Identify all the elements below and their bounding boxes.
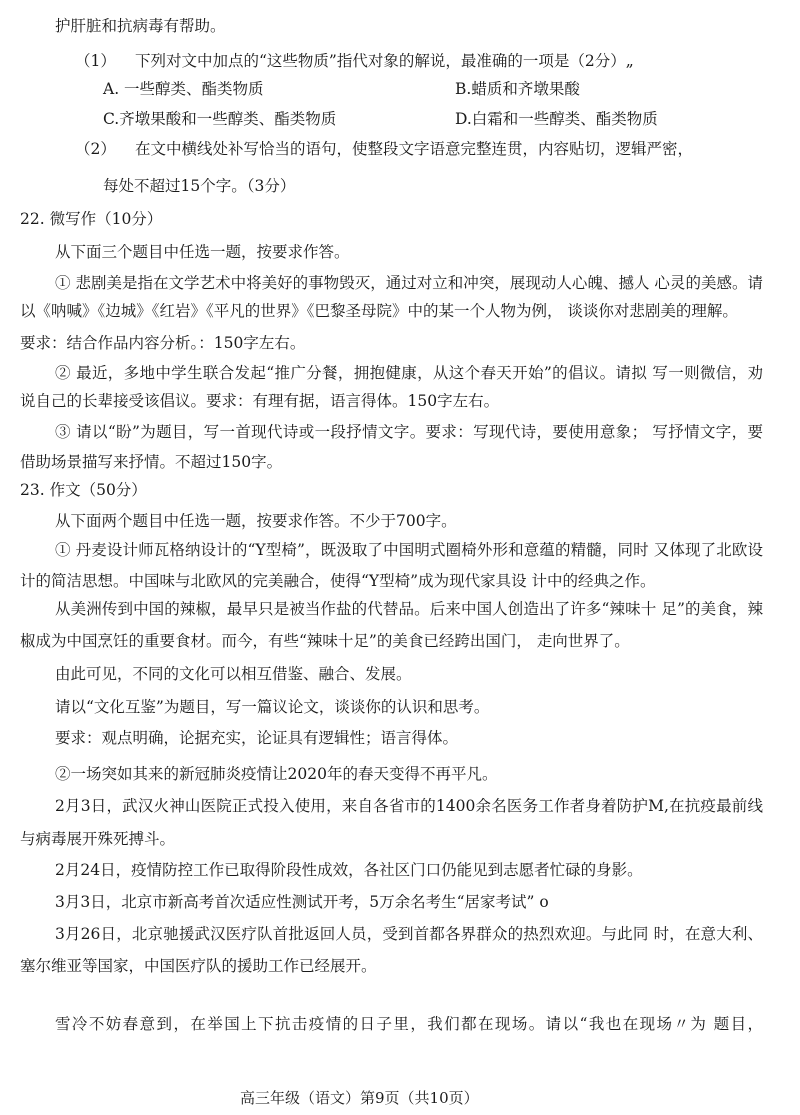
option-a: A. 一些醇类、酯类物质 (103, 80, 264, 98)
section-heading-23: 23. 作文（50分） (20, 481, 147, 499)
text-line: 护肝脏和抗病毒有帮助。 (55, 17, 226, 35)
question-text: 在文中横线处补写恰当的语句，使整段文字语意完整连贯，内容贴切，逻辑严密， (135, 140, 694, 158)
text-line: 3月3日，北京市新高考首次适应性测试开考，5万余名考生“居家考试” o (55, 893, 549, 911)
text-line: 塞尔维亚等国家，中国医疗队的援助工作已经展开。 (20, 957, 377, 975)
text-line: 与病毒展开殊死搏斗。 (20, 830, 176, 848)
text-line: ① 悲剧美是指在文学艺术中将美好的事物毁灭，通过对立和冲突，展现动人心魄、撼人 心灵的美感。请 (55, 274, 763, 292)
text-line: 从下面两个题目中任选一题，按要求作答。不少于700字。 (55, 512, 457, 530)
text-line: 3月26日，北京驰援武汉医疗队首批返回人员，受到首都各界群众的热烈欢迎。与此同 时，在意大利、 (55, 925, 763, 943)
text-line: 由此可见，不同的文化可以相互借鉴、融合、发展。 (55, 665, 412, 683)
question-text: 下列对文中加点的“这些物质”指代对象的解说，最准确的一项是（2分）„ (135, 52, 634, 70)
page-footer: 高三年级（语文）第9页（共10页） (240, 1089, 479, 1107)
question-number: （1） (75, 52, 116, 70)
text-line: 从美洲传到中国的辣椒，最早只是被当作盐的代替品。后来中国人创造出了许多“辣味十 足”的美食，辣 (55, 600, 763, 618)
section-heading-22: 22. 微写作（10分） (20, 210, 163, 228)
text-line: 雪冷不妨春意到，在举国上下抗击疫情的日子里，我们都在现场。请以“我也在现场〃为 题目， (55, 1015, 763, 1033)
question-number: （2） (75, 140, 116, 158)
text-line: ③ 请以“盼”为题目，写一首现代诗或一段抒情文字。要求：写现代诗，要使用意象； 写抒情文字，要 (55, 423, 763, 441)
text-line: 以《呐喊》《边城》《红岩》《平凡的世界》《巴黎圣母院》中的某一个人物为例， 谈谈你对悲剧美的理解。 (20, 302, 738, 320)
text-line: 每处不超过15个字。（3分） (103, 177, 296, 195)
text-line: 借助场景描写来抒情。不超过150字。 (20, 453, 283, 471)
text-line: 请以“文化互鉴”为题目，写一篇议论文，谈谈你的认识和思考。 (55, 698, 490, 716)
text-line: 2月3日，武汉火神山医院正式投入使用，来自各省市的1400余名医务工作者身着防护M,在抗疫最前线 (55, 797, 763, 815)
text-line: 要求：结合作品内容分析。：150字左右。 (20, 334, 306, 352)
text-line: 说自己的长辈接受该倡议。要求：有理有据，语言得体。150字左右。 (20, 392, 500, 410)
text-line: 椒成为中国烹饪的重要食材。而今，有些“辣味十足”的美食已经跨出国门， 走向世界了。 (20, 632, 630, 650)
text-line: ②一场突如其来的新冠肺炎疫情让2020年的春天变得不再平凡。 (55, 765, 498, 783)
text-line: 要求：观点明确，论据充实，论证具有逻辑性；语言得体。 (55, 729, 459, 747)
text-line: 2月24日，疫情防控工作已取得阶段性成效，各社区门口仍能见到志愿者忙碌的身影。 (55, 861, 643, 879)
option-d: D.白霜和一些醇类、酯类物质 (455, 110, 658, 128)
text-line: 计的简洁思想。中国味与北欧风的完美融合，使得“Y型椅”成为现代家具设 计中的经典之作。 (20, 572, 656, 590)
option-b: B.蜡质和齐墩果酸 (455, 80, 580, 98)
text-line: ② 最近，多地中学生联合发起“推广分餐，拥抱健康，从这个春天开始”的倡议。请拟 写一则微信，劝 (55, 364, 763, 382)
text-line: 从下面三个题目中任选一题，按要求作答。 (55, 243, 350, 261)
text-line: ① 丹麦设计师瓦格纳设计的“Y型椅”，既汲取了中国明式圈椅外形和意蕴的精髓，同时 又体现了北欧设 (55, 541, 763, 559)
option-c: C.齐墩果酸和一些醇类、酯类物质 (103, 110, 337, 128)
